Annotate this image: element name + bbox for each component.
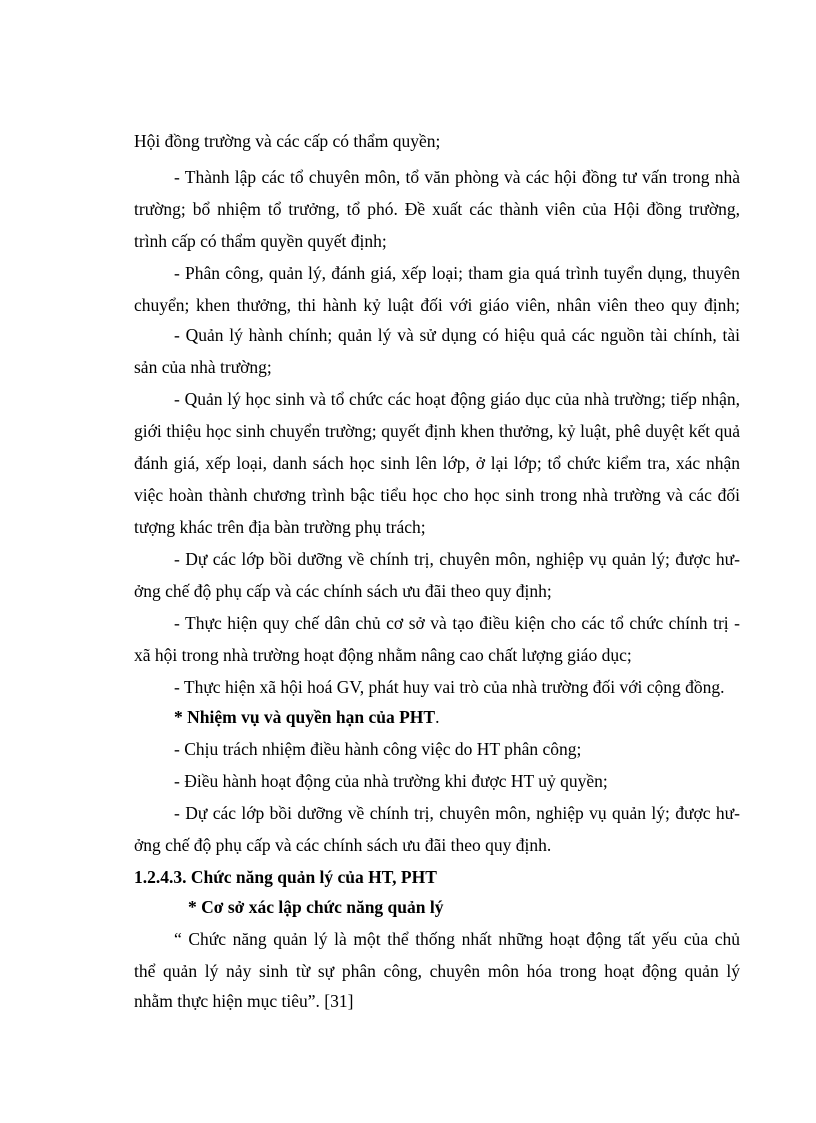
text-line: - Thực hiện quy chế dân chủ cơ sở và tạo điều kiện cho các tổ chức chính trị - (174, 613, 740, 633)
text-line: - Chịu trách nhiệm điều hành công việc do HT phân công; (174, 739, 582, 759)
text-line: nhằm thực hiện mục tiêu”. [31] (134, 991, 354, 1011)
text-line: đánh giá, xếp loại, danh sách học sinh lên lớp, ở lại lớp; tổ chức kiểm tra, xác nhận (134, 453, 740, 473)
text-line: sản của nhà trường; (134, 357, 272, 377)
text-line: ởng chế độ phụ cấp và các chính sách ưu đãi theo quy định. (134, 835, 552, 855)
text-line: “ Chức năng quản lý là một thể thống nhất những hoạt động tất yếu của chủ (174, 929, 740, 949)
text-line: - Quản lý hành chính; quản lý và sử dụng có hiệu quả các nguồn tài chính, tài (174, 325, 740, 345)
text-line: tượng khác trên địa bàn trường phụ trách; (134, 517, 426, 537)
text-line: - Điều hành hoạt động của nhà trường khi được HT uỷ quyền; (174, 771, 608, 791)
text-line: trình cấp có thẩm quyền quyết định; (134, 231, 387, 251)
section-heading (174, 706, 439, 728)
text-line: giới thiệu học sinh chuyển trường; quyết định khen thưởng, kỷ luật, phê duyệt kết quả (134, 421, 740, 441)
text-line: Hội đồng trường và các cấp có thẩm quyền; (134, 131, 441, 151)
text-line: ởng chế độ phụ cấp và các chính sách ưu đãi theo quy định; (134, 581, 552, 601)
text-line: - Thành lập các tổ chuyên môn, tổ văn phòng và các hội đồng tư vấn trong nhà (174, 167, 740, 187)
text-line: xã hội trong nhà trường hoạt động nhằm nâng cao chất lượng giáo dục; (134, 645, 632, 665)
text-line: trường; bổ nhiệm tổ trưởng, tổ phó. Đề xuất các thành viên của Hội đồng trường, (134, 199, 740, 219)
subsection-heading: 1.2.4.3. Chức năng quản lý của HT, PHT (134, 867, 437, 887)
text-line: - Dự các lớp bồi dưỡng về chính trị, chuyên môn, nghiệp vụ quản lý; được hư- (174, 803, 740, 823)
heading-period: . (435, 707, 440, 727)
text-line: - Quản lý học sinh và tổ chức các hoạt động giáo dục của nhà trường; tiếp nhận, (174, 389, 740, 409)
subsection-heading: * Cơ sở xác lập chức năng quản lý (188, 897, 444, 917)
heading-text: * Nhiệm vụ và quyền hạn của PHT (174, 707, 436, 727)
text-line: - Thực hiện xã hội hoá GV, phát huy vai trò của nhà trường đối với cộng đồng. (174, 677, 725, 697)
text-line: chuyển; khen thưởng, thi hành kỷ luật đối với giáo viên, nhân viên theo quy định; (134, 295, 740, 315)
text-line: - Phân công, quản lý, đánh giá, xếp loại; tham gia quá trình tuyển dụng, thuyên (174, 263, 740, 283)
text-line: - Dự các lớp bồi dưỡng về chính trị, chuyên môn, nghiệp vụ quản lý; được hư- (174, 549, 740, 569)
text-line: việc hoàn thành chương trình bậc tiểu học cho học sinh trong nhà trường và các đối (134, 485, 740, 505)
text-line: thể quản lý nảy sinh từ sự phân công, chuyên môn hóa trong hoạt động quản lý (134, 961, 740, 981)
